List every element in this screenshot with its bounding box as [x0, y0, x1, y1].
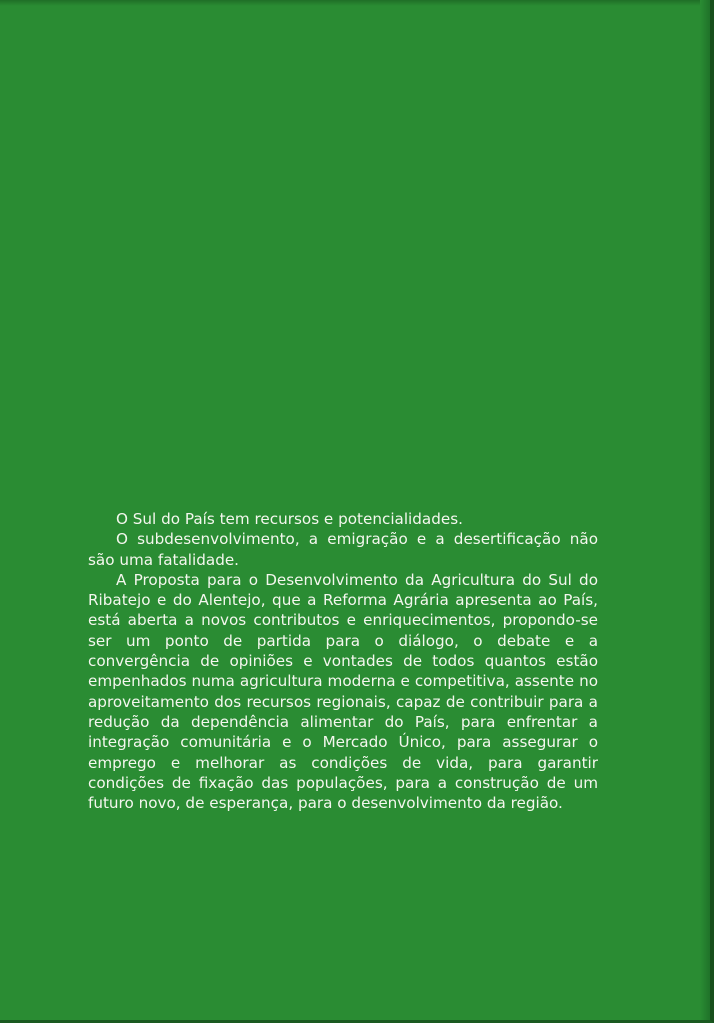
- paragraph-3: A Proposta para o Desenvolvimento da Agricultura do Sul do Ribatejo e do Alentejo, que a Reforma Agrária apresenta ao País, está aberta a novos contributos e enriquecimentos, propondo-se ser um ponto de partida para o diálogo, o debate e a convergência de opiniões e vontades de todos quantos estão empenhados numa agricultura moderna e competitiva, assente no aproveitamento dos recursos regionais, capaz de contribuir para a redução da dependência alimentar do País, para enfrentar a integração comunitária e o Mercado Único, para assegurar o emprego e melhorar as condições de vida, para garantir condições de fixação das populações, para a construção de um futuro novo, de esperança, para o desenvolvimento da região.: [88, 570, 598, 813]
- scan-edge-right: [700, 0, 710, 1020]
- paragraph-2: O subdesenvolvimento, a emigração e a desertificação não são uma fatalidade.: [88, 530, 598, 569]
- paragraph-1: O Sul do País tem recursos e potencialidades.: [116, 510, 463, 528]
- scan-edge-top: [0, 0, 710, 6]
- back-cover-text: [88, 509, 598, 813]
